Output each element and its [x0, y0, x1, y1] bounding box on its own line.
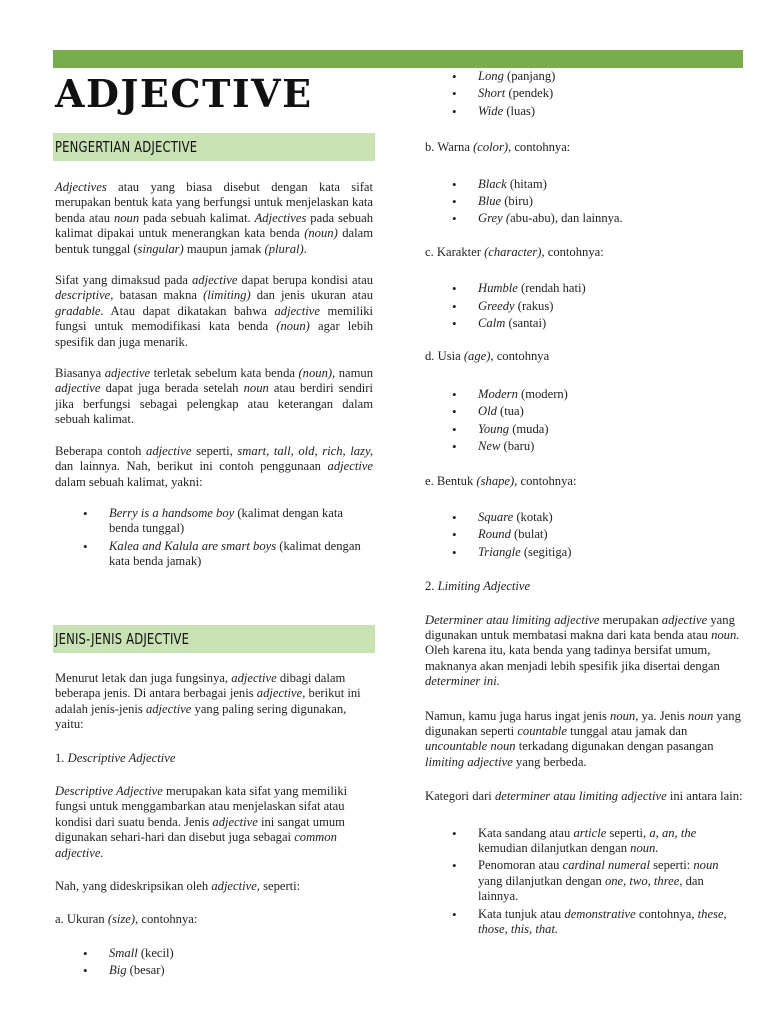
- left-column: [55, 180, 373, 570]
- category-character: [425, 245, 745, 260]
- text: dapat juga berada setelah: [100, 381, 244, 396]
- text-italic: Small: [109, 945, 138, 960]
- text: dibagi dalam beberapa jenis. Di antara berbagai jenis: [55, 671, 346, 701]
- right-column: [425, 69, 745, 937]
- text: e. Bentuk: [425, 473, 477, 488]
- text: namun: [335, 366, 374, 381]
- text: , seperti:: [256, 879, 301, 894]
- paragraph: [55, 879, 373, 894]
- text-italic: a, an, the: [649, 825, 697, 840]
- text-italic: (noun): [276, 319, 310, 334]
- text-italic: noun.: [630, 841, 659, 855]
- list-item: [478, 69, 745, 84]
- text: contohnya:: [511, 140, 571, 155]
- text-italic: noun,: [610, 708, 639, 723]
- text: terkadang digunakan dengan pasangan: [515, 739, 714, 754]
- list-item: [478, 86, 745, 101]
- text: atau berdiri sendiri jika berfungsi sebagai pelengkap atau keterangan dalam sebuah kalimat.: [55, 381, 373, 427]
- text: (pendek): [505, 86, 554, 101]
- text: (hitam): [506, 176, 547, 191]
- text: dan lainnya.: [478, 873, 704, 904]
- paragraph: [55, 444, 373, 490]
- text-italic: adjective: [212, 814, 258, 829]
- text-italic: Old: [478, 404, 497, 419]
- category-shape: [425, 474, 745, 489]
- list-item: [478, 316, 745, 331]
- text: yang berbeda.: [512, 754, 587, 769]
- text-italic: Kalea and Kalula are smart boys: [109, 538, 277, 553]
- text: Sifat yang dimaksud pada: [55, 273, 192, 288]
- text-italic: noun: [243, 381, 269, 396]
- text: yang digunakan untuk membatasi makna dari kata benda atau: [425, 612, 735, 642]
- paragraph: [55, 273, 373, 350]
- text: batasan makna: [113, 288, 204, 303]
- text-italic: noun: [688, 708, 714, 723]
- text: merupakan kata sifat yang memiliki fungsi untuk menggambarkan atau menjelaskan sifat atau kondisi dari suatu benda. Jenis: [55, 784, 348, 829]
- list-item: [478, 211, 745, 226]
- text-italic: cardinal numeral: [562, 858, 650, 873]
- text-italic: one, two, three,: [604, 873, 683, 888]
- text: (bulat): [510, 527, 548, 542]
- text-italic: Limiting Adjective: [437, 579, 531, 594]
- text: pada sebuah kalimat dipakai untuk menerangkan kata benda: [55, 210, 374, 241]
- text-italic: descriptive,: [55, 288, 114, 303]
- text-italic: adjective: [104, 366, 151, 381]
- text: Menurut letak dan juga fungsinya,: [55, 671, 232, 685]
- text-italic: Triangle: [478, 544, 521, 559]
- text-italic: Short: [478, 86, 506, 101]
- list-item: [478, 404, 745, 419]
- text-italic: Square: [478, 509, 514, 524]
- text-italic: Blue: [478, 194, 502, 209]
- category-list: [425, 826, 745, 938]
- paragraph: [55, 784, 373, 861]
- text: contohnya: [493, 349, 550, 364]
- page-title: ADJECTIVE: [55, 71, 313, 116]
- list-item: [478, 527, 745, 542]
- text: dan lainnya. Nah, berikut ini contoh penggunaan: [55, 459, 328, 474]
- text-italic: New: [478, 439, 501, 454]
- text: abu-abu), dan lainnya.: [510, 211, 623, 226]
- text: a. Ukuran: [55, 912, 108, 927]
- text-italic: Big: [109, 963, 127, 978]
- text: Penomoran atau: [478, 858, 563, 873]
- list-item: [478, 907, 745, 938]
- list-item: [478, 545, 745, 560]
- list-item: [109, 539, 373, 570]
- text-italic: (limiting): [203, 288, 251, 303]
- text: (kecil): [137, 945, 174, 960]
- text: Oleh karena itu, kata benda yang tadinya bersifat umum, maknanya akan menjadi lebih spesifik jika disertai dengan: [425, 643, 720, 673]
- paragraph: [55, 671, 373, 733]
- text-italic: (color),: [473, 140, 512, 155]
- color-list: [425, 177, 745, 227]
- text: merupakan: [599, 612, 662, 627]
- text: contohnya,: [635, 906, 698, 921]
- text-italic: common adjective.: [55, 830, 337, 860]
- text-italic: (size),: [107, 912, 139, 927]
- text: ini sangat umum digunakan sehari-hari dan disebut juga sebagai: [55, 814, 345, 845]
- list-item: [478, 194, 745, 209]
- list-item: [478, 422, 745, 437]
- text: ya. Jenis: [638, 708, 689, 723]
- text: Atau dapat dikatakan bahwa: [103, 303, 275, 318]
- text: dalam bentuk tunggal (: [55, 226, 373, 256]
- text: Kata sandang atau: [478, 825, 574, 840]
- left-column-lower: [55, 671, 373, 979]
- text: (tua): [496, 404, 524, 419]
- category-color: [425, 140, 745, 155]
- text-italic: adjective,: [256, 686, 306, 701]
- text: 2.: [425, 579, 438, 594]
- text-italic: Round: [478, 527, 511, 542]
- section-heading-label: PENGERTIAN ADJECTIVE: [55, 138, 198, 156]
- text: yang paling sering digunakan, yaitu:: [55, 701, 347, 732]
- text: c. Karakter: [425, 244, 485, 259]
- section-heading-label: JENIS-JENIS ADJECTIVE: [55, 630, 190, 648]
- text-italic: adjective: [191, 273, 238, 288]
- text-italic: Berry is a handsome boy: [109, 505, 235, 520]
- subheading-limiting: [425, 579, 745, 594]
- text-italic: Grey (: [478, 211, 511, 226]
- text-italic: uncountable noun: [425, 739, 516, 754]
- text-italic: demonstrative: [564, 906, 636, 921]
- text-italic: Long: [478, 69, 504, 83]
- text-italic: determiner ini.: [425, 674, 500, 689]
- text-italic: Humble: [478, 281, 518, 296]
- text: (kalimat dengan kata benda tunggal): [109, 505, 343, 536]
- list-item: [478, 281, 745, 296]
- text-italic: countable: [517, 723, 567, 738]
- section-heading-pengertian: [53, 133, 375, 161]
- text: (biru): [501, 194, 533, 209]
- text: 1.: [55, 750, 68, 765]
- text: (rendah hati): [517, 281, 586, 296]
- list-item: [478, 299, 745, 314]
- text: (luas): [503, 103, 536, 118]
- text: (rakus): [514, 298, 554, 313]
- text-italic: Calm: [478, 316, 506, 331]
- text: kemudian dilanjutkan dengan: [478, 841, 631, 855]
- text-italic: adjective: [231, 671, 277, 685]
- text: yang digunakan seperti: [425, 708, 741, 738]
- text: seperti:: [649, 858, 694, 873]
- text: dalam sebuah kalimat, yakni:: [55, 474, 203, 489]
- text-italic: Young: [478, 421, 510, 436]
- list-item: [478, 439, 745, 454]
- text-italic: limiting adjective: [425, 754, 513, 769]
- text: (besar): [126, 963, 165, 978]
- text: Kategori dari: [425, 789, 495, 804]
- text: Beberapa contoh: [55, 443, 147, 458]
- text: contohnya:: [544, 244, 604, 259]
- text: (muda): [509, 421, 549, 436]
- text-italic: article: [573, 825, 607, 840]
- text-italic: determiner atau limiting adjective: [494, 789, 667, 804]
- text-italic: these, those, this, that.: [478, 906, 727, 937]
- text-italic: gradable.: [55, 303, 104, 318]
- text: Biasanya: [55, 366, 105, 381]
- text: maupun jamak: [183, 241, 265, 256]
- text: seperti,: [606, 825, 650, 840]
- text: contohnya:: [517, 473, 577, 488]
- text-italic: noun: [113, 210, 140, 225]
- text-italic: (noun): [304, 226, 338, 241]
- text-italic: Descriptive Adjective: [67, 750, 176, 765]
- text-italic: (age),: [463, 349, 494, 364]
- size-list-continued: [425, 69, 745, 119]
- list-item: [478, 510, 745, 525]
- top-accent-bar: [53, 50, 743, 68]
- text: (kalimat dengan kata benda jamak): [109, 538, 361, 569]
- text: berikut ini adalah jenis-jenis: [55, 686, 361, 716]
- text-italic: adjective: [145, 701, 192, 716]
- category-size: [55, 912, 373, 927]
- list-item: [109, 963, 373, 978]
- section-heading-jenis: [53, 625, 375, 653]
- character-list: [425, 281, 745, 331]
- text: memiliki fungsi untuk memodifikasi kata benda: [55, 303, 374, 334]
- text: (panjang): [503, 69, 556, 83]
- text: seperti,: [191, 443, 238, 458]
- text: pada sebuah kalimat.: [139, 210, 255, 225]
- text-italic: adjective: [274, 303, 320, 318]
- list-item: [478, 858, 745, 904]
- text-italic: Black: [478, 176, 507, 191]
- text-italic: Wide: [478, 103, 504, 118]
- list-item: [478, 104, 745, 119]
- text: (segitiga): [520, 544, 572, 559]
- text: Namun, kamu juga harus ingat jenis: [425, 708, 611, 723]
- text-italic: noun.: [711, 627, 740, 642]
- text: contohnya:: [138, 912, 198, 927]
- text-italic: adjective: [146, 443, 192, 458]
- text: b. Warna: [425, 140, 474, 155]
- text-italic: Modern: [478, 386, 518, 401]
- text: (baru): [500, 439, 535, 454]
- age-list: [425, 387, 745, 455]
- text-italic: smart, tall, old, rich, lazy,: [237, 443, 374, 458]
- text: dapat berupa kondisi atau: [237, 273, 373, 288]
- text: agar lebih spesifik dan juga menarik.: [55, 319, 373, 349]
- text-italic: (plural): [264, 241, 304, 256]
- text: atau yang biasa disebut dengan kata sifat merupakan bentuk kata yang berfungsi untuk menjelaskan kata benda atau: [55, 180, 373, 225]
- category-age: [425, 349, 745, 364]
- text: dan jenis ukuran atau: [250, 288, 374, 303]
- text-italic: (character),: [484, 244, 545, 259]
- list-item: [478, 387, 745, 402]
- list-item: [109, 946, 373, 961]
- text: terletak sebelum kata benda: [150, 366, 299, 381]
- text-italic: adjective: [211, 879, 257, 894]
- size-list: [55, 946, 373, 979]
- text-italic: Determiner atau limiting adjective: [425, 612, 600, 627]
- text: (santai): [505, 316, 547, 331]
- text-italic: adjective: [327, 459, 373, 474]
- text-italic: singular): [137, 241, 184, 256]
- text: tunggal atau jamak dan: [567, 723, 688, 738]
- paragraph: [425, 789, 745, 804]
- text-italic: adjective: [55, 381, 101, 396]
- paragraph: [55, 366, 373, 428]
- paragraph: [425, 613, 745, 690]
- paragraph: [425, 709, 745, 771]
- text-italic: Greedy: [478, 298, 515, 313]
- text: yang dilanjutkan dengan: [478, 873, 605, 888]
- text: ini antara lain:: [666, 789, 743, 804]
- text: d. Usia: [425, 349, 464, 364]
- text: (kotak): [513, 509, 553, 524]
- list-item: [109, 506, 373, 537]
- paragraph: [55, 180, 373, 257]
- list-item: [478, 177, 745, 192]
- shape-list: [425, 510, 745, 560]
- subheading-descriptive: [55, 751, 373, 766]
- text-italic: adjective: [661, 612, 708, 627]
- text-italic: (noun),: [298, 366, 336, 381]
- text: .: [303, 241, 307, 256]
- text-italic: Adjectives: [254, 210, 307, 225]
- example-list: [55, 506, 373, 570]
- text-italic: Descriptive Adjective: [55, 784, 163, 799]
- text-italic: noun: [693, 858, 719, 873]
- text-italic: (shape),: [476, 473, 518, 488]
- text: Kata tunjuk atau: [478, 906, 565, 921]
- text-italic: Adjectives: [55, 180, 107, 194]
- list-item: [478, 826, 745, 857]
- text: Nah, yang dideskripsikan oleh: [55, 879, 212, 894]
- text: (modern): [517, 386, 568, 401]
